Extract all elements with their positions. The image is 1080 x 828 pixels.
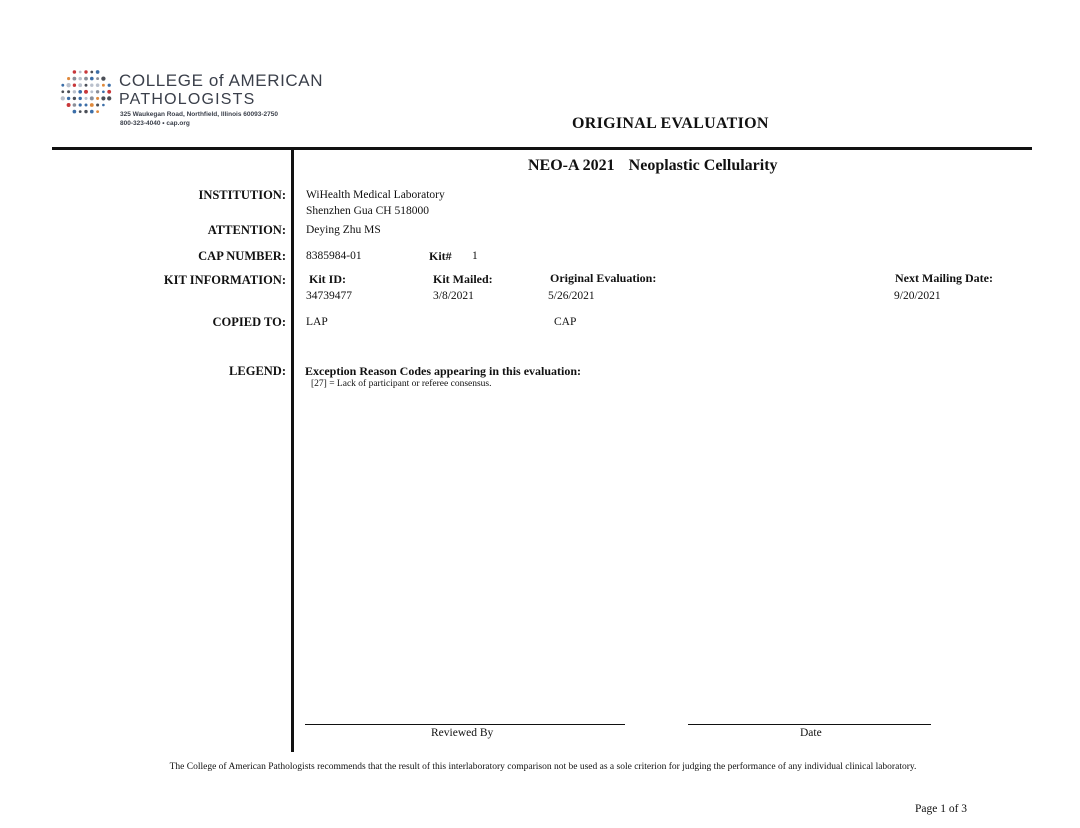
- disclaimer: The College of American Pathologists recommends that the result of this interlaboratory comparison not be used as a sole criterion for judging the performance of any individual clinical laboratory.: [169, 762, 917, 772]
- next-mailing-header: Next Mailing Date:: [895, 271, 993, 285]
- page-number: Page 1 of 3: [915, 803, 968, 815]
- date-label: Date: [800, 727, 822, 739]
- column-divider: [291, 150, 294, 752]
- original-evaluation-value: 5/26/2021: [548, 290, 595, 302]
- kit-mailed-header: Kit Mailed:: [433, 272, 493, 286]
- copied-to-item: LAP: [306, 316, 328, 328]
- program-title: [528, 157, 778, 175]
- logo-contact: 800-323-4040 • cap.org: [120, 120, 190, 127]
- document-title: ORIGINAL EVALUATION: [572, 115, 769, 132]
- label-kit-information: KIT INFORMATION:: [163, 273, 286, 287]
- kit-mailed-value: 3/8/2021: [433, 290, 474, 302]
- program-name: Neoplastic Cellularity: [628, 157, 778, 174]
- kit-id-value: 34739477: [306, 290, 352, 302]
- cap-logo-icon: [60, 68, 112, 116]
- kit-number-value: 1: [472, 250, 478, 262]
- logo-address: 325 Waukegan Road, Northfield, Illinois 60093-2750: [120, 111, 278, 118]
- date-line: [688, 724, 931, 725]
- attention-value: Deying Zhu MS: [306, 224, 381, 236]
- copied-to-item: CAP: [554, 316, 577, 328]
- label-copied-to: COPIED TO:: [212, 315, 286, 329]
- kit-number-label: Kit#: [429, 249, 452, 263]
- reviewed-by-line: [305, 724, 625, 725]
- label-legend: LEGEND:: [229, 364, 286, 378]
- institution-name: WiHealth Medical Laboratory: [306, 189, 445, 201]
- cap-number-value: 8385984-01: [306, 250, 362, 262]
- label-cap-number: CAP NUMBER:: [198, 249, 286, 263]
- logo-org-name-line1: COLLEGE of AMERICAN: [119, 71, 324, 90]
- legend-title: Exception Reason Codes appearing in this evaluation:: [305, 364, 582, 378]
- next-mailing-value: 9/20/2021: [894, 290, 941, 302]
- reviewed-by-label: Reviewed By: [431, 727, 494, 739]
- label-attention: ATTENTION:: [207, 223, 286, 237]
- original-evaluation-header: Original Evaluation:: [550, 271, 657, 285]
- kit-id-header: Kit ID:: [309, 272, 346, 286]
- label-institution: INSTITUTION:: [198, 188, 286, 202]
- program-code: NEO-A 2021: [528, 157, 615, 174]
- legend-item: [27] = Lack of participant or referee consensus.: [311, 379, 492, 389]
- logo-org-name-line2: PATHOLOGISTS: [119, 91, 256, 108]
- header-divider: [52, 147, 1032, 150]
- institution-city: Shenzhen Gua CH 518000: [306, 205, 429, 217]
